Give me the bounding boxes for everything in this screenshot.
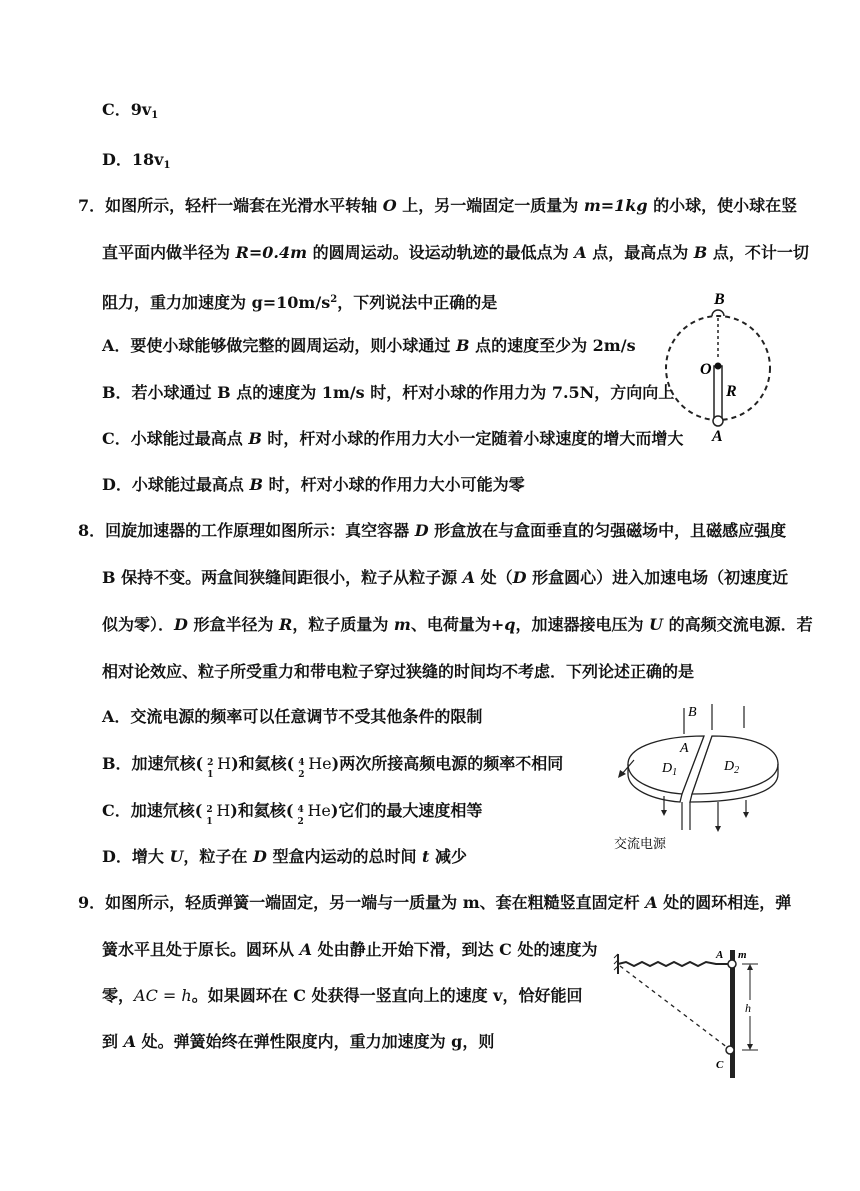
label-a: A	[680, 741, 689, 756]
label-b: B	[714, 291, 725, 308]
q7-circle-figure	[662, 288, 780, 444]
q9-stem-line3: 零，AC = h。如果圆环在 C 处获得一竖直向上的速度 v，恰好能回	[102, 986, 583, 1005]
q6-option-c: C．$9v_1$	[102, 100, 159, 121]
q7-option-d: D．小球能过最高点 B 时，杆对小球的作用力大小可能为零	[102, 475, 525, 494]
q8-stem-line1: 8．回旋加速器的工作原理如图所示：真空容器 D 形盒放在与盒面垂直的匀强磁场中，且磁感应强度	[78, 521, 787, 540]
arrow-head	[715, 826, 721, 832]
deuteron-nuclide: 2 1	[207, 757, 214, 780]
q8-option-d: D．增大 U，粒子在 D 型盒内运动的总时间 t 减少	[102, 847, 467, 866]
arrow-head	[743, 812, 749, 818]
q9-stem-line2: 簧水平且处于原长。圆环从 A 处由静止开始下滑，到达 C 处的速度为	[102, 940, 598, 959]
spring	[618, 962, 730, 966]
q8-cyclotron-figure	[604, 700, 790, 860]
ring-a	[728, 960, 736, 968]
arrow-head	[747, 964, 753, 970]
label-d2: $D_2$	[724, 759, 740, 776]
q9-stem-line1: 9．如图所示，轻质弹簧一端固定，另一端与一质量为 m、套在粗糙竖直固定杆 A 处的圆环相连，弹	[78, 893, 792, 912]
q8-stem-line3: 似为零）．D 形盒半径为 R，粒子质量为 m、电荷量为+q，加速器接电压为 U 的高频交流电源．若	[102, 615, 813, 634]
label-m: m	[738, 949, 747, 961]
q7-stem-line1: 7．如图所示，轻杆一端套在光滑水平转轴 O 上，另一端固定一质量为 m=1kg 的小球，使小球在竖	[78, 196, 798, 215]
q7-stem-line2: 直平面内做半径为 R=0.4m 的圆周运动。设运动轨迹的最低点为 A 点，最高点为 B 点，不计一切	[102, 243, 809, 262]
q8-option-b: B．加速氘核( 2 1 H)和氦核( 4 2 He)两次所接高频电源的频率不相同	[102, 754, 564, 780]
q7-option-b: B．若小球通过 B 点的速度为 1m/s 时，杆对小球的作用力为 7.5N，方向向上	[102, 383, 675, 402]
q8-stem-line4: 相对论效应、粒子所受重力和带电粒子穿过狭缝的时间均不考虑．下列论述正确的是	[102, 662, 695, 681]
q9-stem-line4: 到 A 处。弹簧始终在弹性限度内，重力加速度为 g，则	[102, 1032, 495, 1051]
helium-nuclide: 4 2	[298, 757, 305, 780]
q9-spring-figure	[612, 940, 762, 1080]
label-r: R	[726, 383, 737, 400]
axis-point	[715, 363, 722, 370]
helium-nuclide: 4 2	[297, 804, 304, 827]
label-d1: $D_1$	[662, 761, 678, 778]
label-a: A	[716, 949, 724, 961]
q7-stem-line3: 阻力，重力加速度为 $g=10m/s^2$，下列说法中正确的是	[102, 293, 498, 312]
ring-c	[726, 1046, 734, 1054]
label-b: B	[688, 705, 697, 720]
label-c: C	[716, 1059, 724, 1071]
rod	[714, 366, 722, 418]
arrow-head	[661, 810, 667, 816]
q8-option-c: C．加速氘核( 2 1 H)和氦核( 4 2 He)它们的最大速度相等	[102, 801, 483, 827]
label-o: O	[700, 361, 712, 378]
q8-stem-line2: B 保持不变。两盒间狭缝间距很小，粒子从粒子源 A 处（D 形盒圆心）进入加速电场（初速度近	[102, 568, 789, 587]
q7-option-a: A．要使小球能够做完整的圆周运动，则小球通过 B 点的速度至少为 2m/s	[102, 336, 636, 355]
vertical-rod	[730, 950, 735, 1078]
label-a: A	[712, 428, 723, 444]
q7-option-c: C．小球能过最高点 B 时，杆对小球的作用力大小一定随着小球速度的增大而增大	[102, 429, 684, 448]
q6-option-d: D．$18v_1$	[102, 150, 171, 171]
deuteron-nuclide: 2 1	[206, 804, 213, 827]
caption-ac-source: 交流电源	[614, 836, 667, 851]
q8-option-a: A．交流电源的频率可以任意调节不受其他条件的限制	[102, 707, 483, 726]
arrow-head	[747, 1044, 753, 1050]
spring-extended-dashed	[620, 966, 728, 1048]
label-h: h	[745, 1001, 751, 1015]
ball	[713, 416, 723, 426]
